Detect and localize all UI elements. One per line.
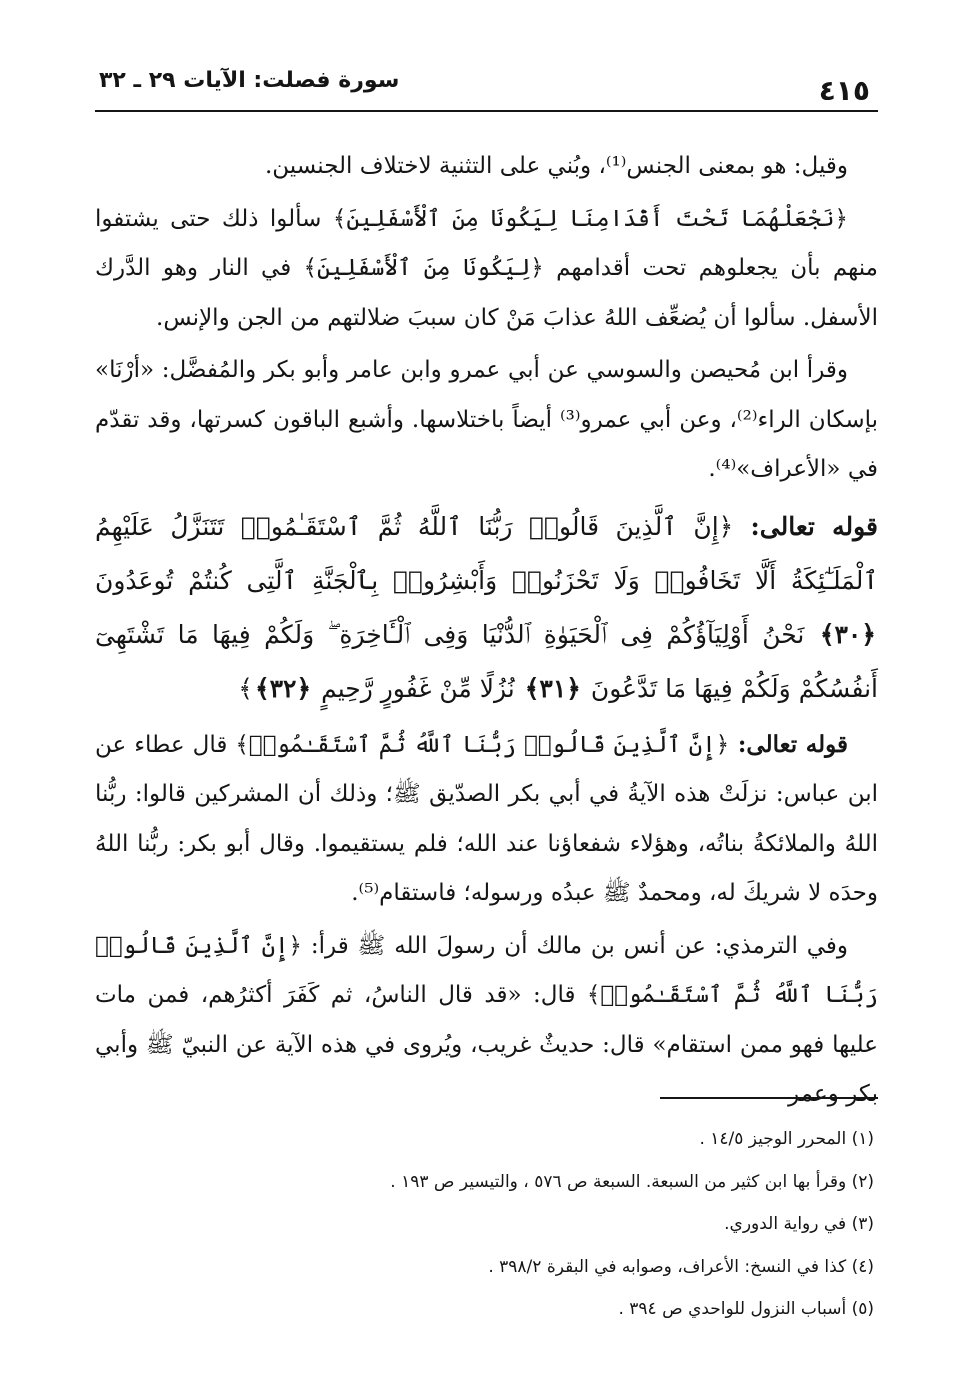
footnote-separator	[660, 1097, 878, 1099]
paragraph-3: وقرأ ابن مُحيصن والسوسي عن أبي عمرو وابن عامر وأبو بكر والمُفضَّل: «أرْنَا» بإسكان الراء⁽²⁾، وعن أبي عمرو⁽³⁾ أيضاً باختلاسها. وأشبع الباقون كسرتها، وقد تقدّم في «الأعراف»⁽⁴⁾.	[95, 357, 878, 482]
quran-verse: ﴿نَجْعَلْهُمَا تَحْتَ أَقْدَامِنَا لِيَكُونَا مِنَ ٱلْأَسْفَلِينَ﴾	[332, 205, 848, 232]
verse-heading-paragraph	[95, 500, 878, 716]
paragraph-5	[95, 720, 878, 919]
paragraph-text: قال عطاء عن ابن عباس: نزلَتْ هذه الآيةُ في أبي بكر الصدّيق ﷺ؛ وذلك أن المشركين قالوا: ربُّنا اللهُ والملائكةُ بناتُه، وهؤلاء شفعاؤنا عند الله؛ فلم يستقيموا. وقال أبو بكر: ربُّنا اللهُ وحدَه لا شريكَ له، ومحمدٌ ﷺ عبدُه ورسوله؛ فاستقام⁽⁵⁾.	[95, 731, 878, 906]
verse-close-bracket: ﴾	[238, 673, 253, 703]
quran-verse: ﴿لِيَكُونَا مِنَ ٱلْأَسْفَلِينَ﴾	[303, 255, 544, 281]
paragraph-text: وفي الترمذي: عن أنس بن مالك أن رسولَ الله ﷺ قرأ:	[302, 932, 848, 959]
verse-lead: قوله تعالى:	[729, 730, 848, 758]
quran-verse: نَحْنُ أَوْلِيَآؤُكُمْ فِى ٱلْحَيَوٰةِ ٱلدُّنْيَا وَفِى ٱلْـَٔاخِرَةِ ۖ وَلَكُمْ فِيهَا مَا تَشْتَهِىٓ أَنفُسُكُمْ وَلَكُمْ فِيهَا مَا تَدَّعُونَ	[95, 619, 878, 703]
footnote-5: (٥) أسباب النزول للواحدي ص ٣٩٤ .	[618, 1299, 874, 1319]
paragraph-text: في النار وهو الدَّرك الأسفل. سألوا أن يُضعِّف اللهُ عذابَ مَنْ كان سببَ ضلالتهم من الجن والإنس.	[95, 255, 878, 331]
footnote-3: (٣) في رواية الدوري.	[724, 1214, 874, 1234]
paragraph-1: وقيل: هو بمعنى الجنس⁽¹⁾، وبُني على التثنية لاختلاف الجنسين.	[264, 153, 848, 179]
quran-verse: ﴿إِنَّ ٱلَّذِينَ قَالُوا۟ رَبُّنَا ٱللَّهُ ثُمَّ ٱسْتَقَـٰمُوا۟ تَتَنَزَّلُ عَلَيْهِمُ ٱلْمَلَـٰٓئِكَةُ أَلَّا تَخَافُوا۟ وَلَا تَحْزَنُوا۟ وَأَبْشِرُوا۟ بِٱلْجَنَّةِ ٱلَّتِى كُنتُمْ تُوعَدُونَ	[95, 511, 878, 595]
ayah-number-32: ﴿٣٢﴾	[254, 673, 312, 703]
running-title: سورة فصلت: الآيات ٢٩ ـ ٣٢	[99, 68, 400, 93]
page-header	[95, 64, 878, 112]
quran-verse: ﴿إِنَّ ٱلَّذِينَ قَالُوا۟ رَبُّنَا ٱللَّهُ ثُمَّ ٱسْتَقَـٰمُوا۟﴾	[95, 932, 878, 1008]
footnote-1: (١) المحرر الوجيز ١٤/٥ .	[699, 1129, 874, 1149]
verse-lead: قوله تعالى:	[733, 511, 878, 541]
main-text	[95, 142, 878, 1123]
footnote-2: (٢) وقرأ بها ابن كثير من السبعة. السبعة ص ٥٧٦ ، والتيسير ص ١٩٣ .	[390, 1171, 874, 1192]
quran-verse: نُزُلًا مِّنْ غَفُورٍ رَّحِيمٍ	[321, 673, 515, 703]
paragraph-text: سألوا ذلك حتى يشتفوا منهم بأن يجعلوهم تحت أقدامهم	[95, 205, 878, 281]
quran-verse: ﴿إِنَّ ٱلَّذِينَ قَالُوا۟ رَبُّنَا ٱللَّهُ ثُمَّ ٱسْتَقَـٰمُوا۟﴾	[235, 731, 730, 758]
footnote-4: (٤) كذا في النسخ: الأعراف، وصوابه في البقرة ٣٩٨/٢ .	[488, 1256, 874, 1277]
page-number: ٤١٥	[818, 74, 870, 107]
ayah-number-30: ﴿٣٠﴾	[819, 619, 876, 649]
paragraph-text: قال: «قد قال الناسُ، ثم كَفَرَ أكثرُهم، فمن مات عليها فهو ممن استقام» قال: حديثٌ غريب، ويُروى في هذه الآية عن النبيّ ﷺ وأبي بكر وعمر	[95, 982, 878, 1107]
footnotes	[95, 1118, 878, 1331]
paragraph-2	[95, 195, 878, 344]
paragraph-6	[95, 922, 878, 1120]
ayah-number-31: ﴿٣١﴾	[524, 673, 581, 703]
